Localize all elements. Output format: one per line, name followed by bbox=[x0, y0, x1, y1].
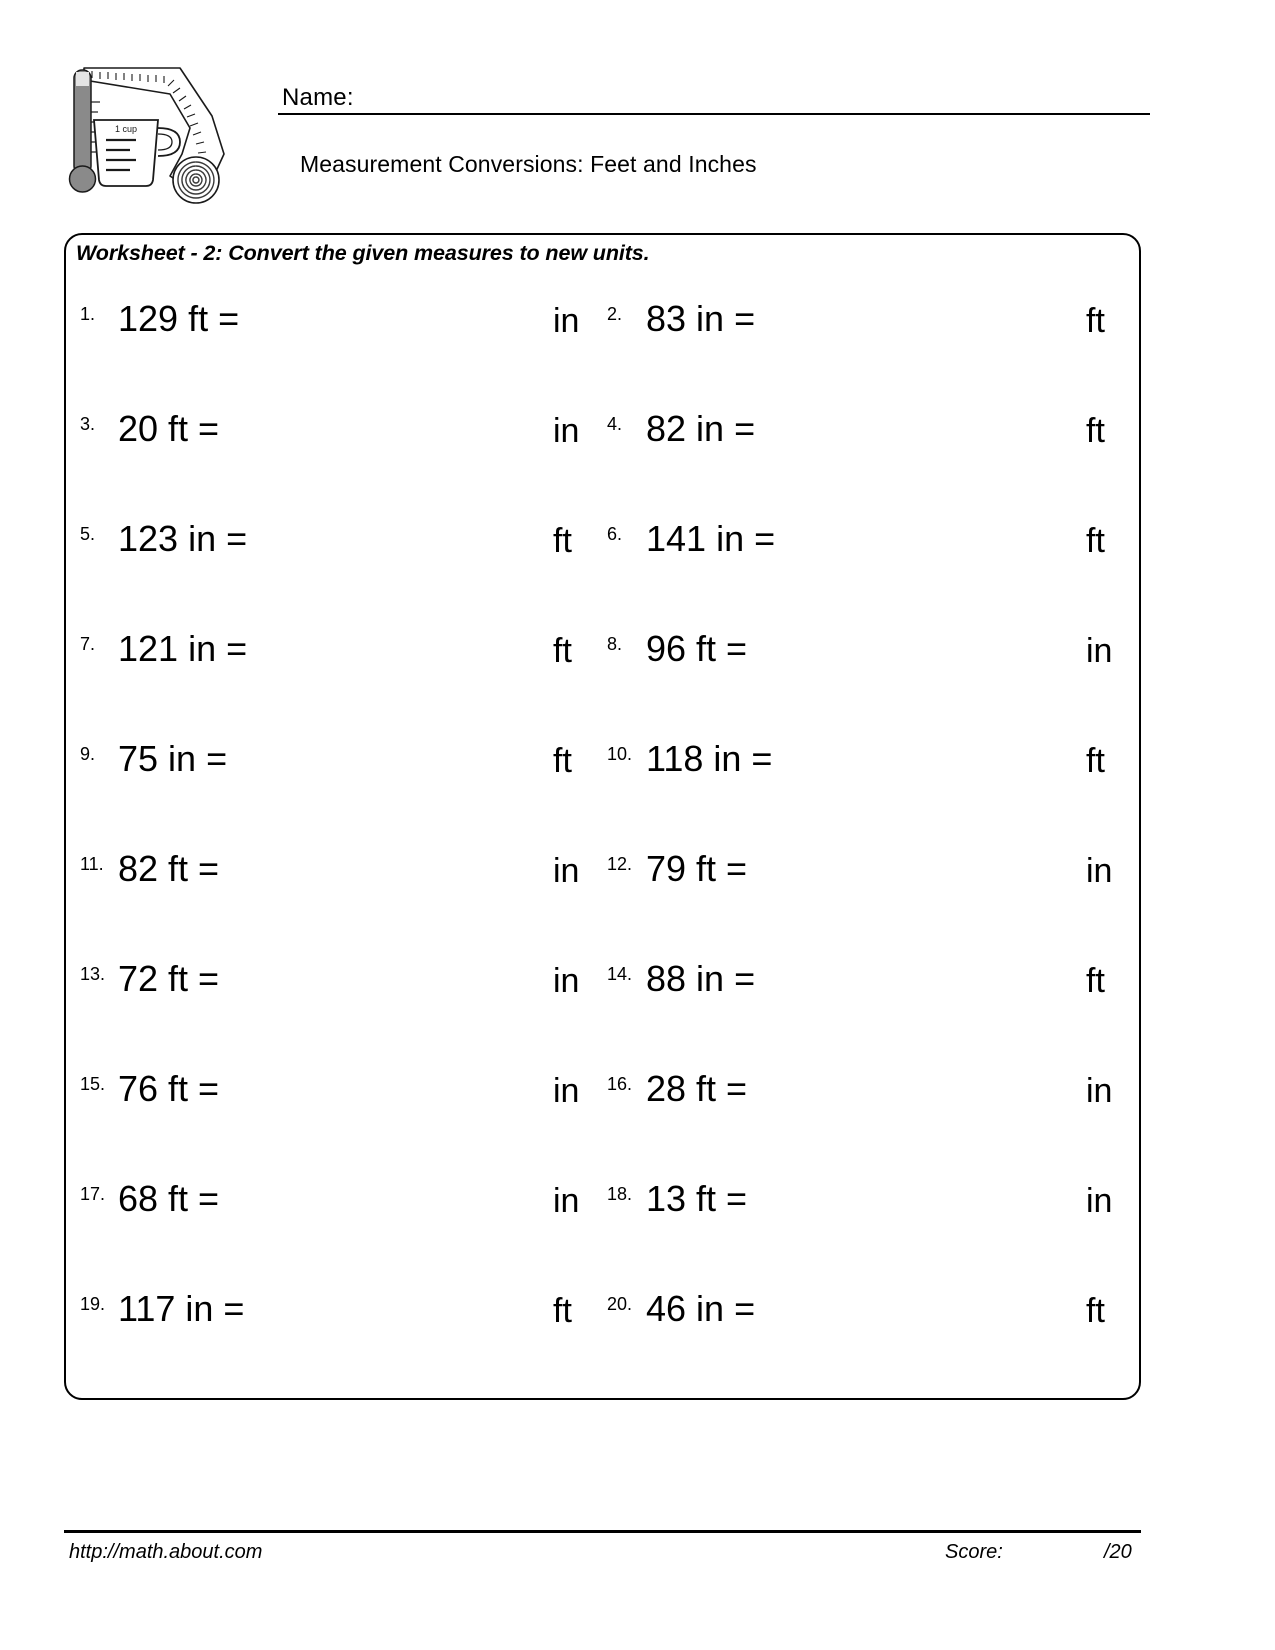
problem-answer-unit: ft bbox=[553, 522, 572, 560]
worksheet-instruction: Worksheet - 2: Convert the given measures to new units. bbox=[76, 241, 650, 265]
problem-expression: 117 in = bbox=[118, 1288, 245, 1329]
problem-row bbox=[66, 1161, 1139, 1271]
problem-expression: 46 in = bbox=[646, 1288, 756, 1329]
problem-number: 5. bbox=[80, 524, 96, 544]
problem-expression: 123 in = bbox=[118, 518, 248, 559]
measuring-cup-icon bbox=[94, 120, 180, 186]
problem-expression: 68 ft = bbox=[118, 1178, 220, 1219]
problem-expression: 83 in = bbox=[646, 298, 756, 339]
problem-row bbox=[66, 501, 1139, 611]
problem-answer-unit: in bbox=[553, 412, 580, 450]
problem-number: 10. bbox=[607, 744, 633, 764]
name-label: Name: bbox=[282, 84, 354, 111]
problem-expression: 141 in = bbox=[646, 518, 776, 559]
problem-answer-unit: in bbox=[1086, 632, 1113, 670]
source-url[interactable]: http://math.about.com bbox=[69, 1541, 263, 1563]
problem-row bbox=[66, 941, 1139, 1051]
measurement-clipart bbox=[62, 58, 262, 208]
problem-answer-unit: ft bbox=[1086, 302, 1105, 340]
footer-divider bbox=[64, 1530, 1141, 1533]
problem-answer-unit: ft bbox=[1086, 1292, 1105, 1330]
problem-number: 17. bbox=[80, 1184, 106, 1204]
problem-row bbox=[66, 281, 1139, 391]
problem-answer-unit: in bbox=[553, 962, 580, 1000]
problem-expression: 88 in = bbox=[646, 958, 756, 999]
problem-number: 20. bbox=[607, 1294, 633, 1314]
problem-answer-unit: in bbox=[1086, 852, 1113, 890]
problem-answer-unit: ft bbox=[1086, 962, 1105, 1000]
problem-number: 11. bbox=[80, 854, 104, 874]
problem-answer-unit: ft bbox=[1086, 412, 1105, 450]
problem-number: 15. bbox=[80, 1074, 106, 1094]
problem-number: 4. bbox=[607, 414, 623, 434]
problem-number: 3. bbox=[80, 414, 96, 434]
problem-answer-unit: ft bbox=[553, 742, 572, 780]
problem-answer-unit: in bbox=[553, 1182, 580, 1220]
problem-answer-unit: in bbox=[553, 302, 580, 340]
problem-answer-unit: in bbox=[1086, 1072, 1113, 1110]
problem-number: 13. bbox=[80, 964, 106, 984]
problem-answer-unit: in bbox=[553, 1072, 580, 1110]
problem-expression: 79 ft = bbox=[646, 848, 748, 889]
problem-answer-unit: ft bbox=[1086, 522, 1105, 560]
problem-expression: 96 ft = bbox=[646, 628, 748, 669]
problem-number: 6. bbox=[607, 524, 623, 544]
score-label: Score: bbox=[945, 1541, 1003, 1563]
name-block bbox=[278, 84, 1150, 115]
problem-number: 2. bbox=[607, 304, 623, 324]
problem-expression: 118 in = bbox=[646, 738, 773, 779]
cup-label: 1 cup bbox=[115, 124, 138, 134]
problem-number: 7. bbox=[80, 634, 96, 654]
problem-row bbox=[66, 611, 1139, 721]
problem-expression: 129 ft = bbox=[118, 298, 240, 339]
problem-list bbox=[66, 281, 1139, 1381]
problem-answer-unit: in bbox=[1086, 1182, 1113, 1220]
problem-expression: 82 ft = bbox=[118, 848, 220, 889]
problem-answer-unit: in bbox=[553, 852, 580, 890]
problem-number: 16. bbox=[607, 1074, 633, 1094]
problem-expression: 72 ft = bbox=[118, 958, 220, 999]
problem-expression: 20 ft = bbox=[118, 408, 220, 449]
score-total: /20 bbox=[1104, 1541, 1132, 1563]
problem-row bbox=[66, 831, 1139, 941]
page-footer bbox=[64, 1530, 1141, 1581]
problem-row bbox=[66, 391, 1139, 501]
problem-row bbox=[66, 1271, 1139, 1381]
problem-expression: 76 ft = bbox=[118, 1068, 220, 1109]
problem-number: 1. bbox=[80, 304, 96, 324]
page-header bbox=[0, 0, 1275, 222]
problem-number: 18. bbox=[607, 1184, 633, 1204]
problem-number: 12. bbox=[607, 854, 633, 874]
problem-number: 14. bbox=[607, 964, 633, 984]
problem-number: 8. bbox=[607, 634, 623, 654]
page-title: Measurement Conversions: Feet and Inches bbox=[300, 151, 757, 177]
problem-row bbox=[66, 1051, 1139, 1161]
problem-expression: 28 ft = bbox=[646, 1068, 748, 1109]
problem-number: 9. bbox=[80, 744, 96, 764]
problem-answer-unit: ft bbox=[553, 1292, 572, 1330]
problem-expression: 82 in = bbox=[646, 408, 756, 449]
worksheet-box bbox=[64, 233, 1141, 1400]
problem-answer-unit: ft bbox=[1086, 742, 1105, 780]
problem-number: 19. bbox=[80, 1294, 106, 1314]
name-write-line[interactable] bbox=[278, 113, 1150, 115]
problem-expression: 13 ft = bbox=[646, 1178, 748, 1219]
problem-answer-unit: ft bbox=[553, 632, 572, 670]
problem-expression: 75 in = bbox=[118, 738, 228, 779]
problem-row bbox=[66, 721, 1139, 831]
problem-expression: 121 in = bbox=[118, 628, 248, 669]
